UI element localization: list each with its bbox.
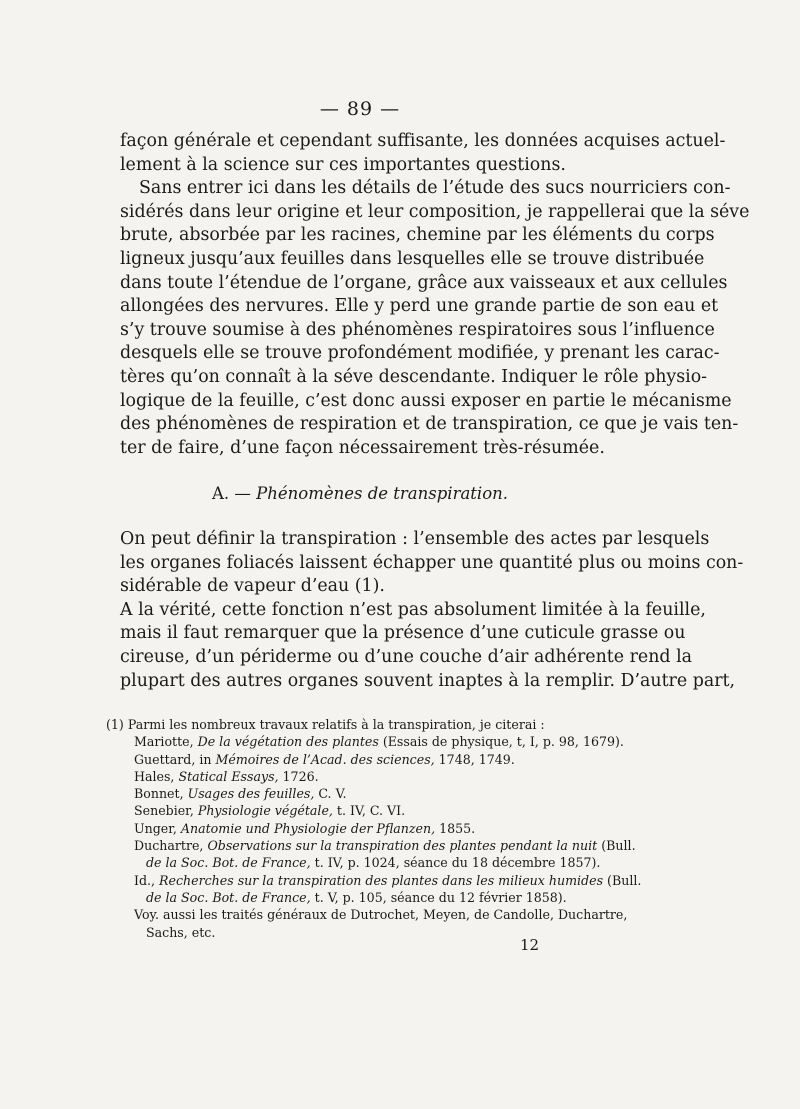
reference-details: 1748, 1749.	[438, 751, 515, 767]
text-line: ligneux jusqu’aux feuilles dans lesquelles elle se trouve distribuée	[120, 248, 705, 269]
footnote-references	[106, 733, 642, 906]
footnote-reference	[106, 733, 622, 750]
reference-author: Unger,	[134, 820, 181, 836]
footnote-reference	[106, 785, 622, 802]
footnotes	[106, 716, 642, 941]
paragraph-2	[120, 177, 731, 201]
reference-author: Mariotte,	[134, 734, 198, 750]
text-line: mais il faut remarquer que la présence d’une cuticule grasse ou	[120, 623, 686, 644]
reference-author: Bonnet,	[134, 786, 188, 802]
reference-details: t. IV, C. VI.	[336, 803, 406, 819]
text-line: des phénomènes de respiration et de transpiration, ce que je vais ten-	[120, 414, 739, 435]
reference-author: Guettard, in	[134, 751, 216, 767]
text-line: lement à la science sur ces importantes questions.	[120, 154, 566, 175]
reference-details: (Bull.	[601, 838, 636, 854]
reference-author: Duchartre,	[134, 838, 208, 854]
footnote-reference	[106, 751, 622, 768]
page-number: — 89 —	[319, 98, 401, 120]
text-line: On peut définir la transpiration : l’ensemble des actes par lesquels	[120, 529, 710, 549]
reference-title: Observations sur la transpiration des plantes pendant la nuit	[207, 838, 602, 854]
reference-title: De la végétation des plantes	[197, 734, 383, 750]
paragraph-4	[120, 599, 736, 693]
section-heading	[0, 484, 720, 503]
footnote-reference	[106, 768, 622, 785]
text-line: ter de faire, d’une façon nécessairement très-résumée.	[120, 437, 605, 458]
section-title: Phénomènes de transpiration.	[256, 484, 509, 503]
text-line: les organes foliacés laissent échapper une quantité plus ou moins con-	[120, 552, 744, 573]
reference-details: t. IV, p. 1024, séance du 18 décembre 1857).	[314, 855, 601, 871]
footnote-closing: Sachs, etc.	[146, 924, 216, 940]
footnote-intro: (1) Parmi les nombreux travaux relatifs à la transpiration, je citerai :	[106, 717, 545, 732]
signature-mark: 12	[520, 936, 540, 954]
text-line: logique de la feuille, c’est donc aussi exposer en partie le mécanisme	[120, 390, 732, 411]
footnote-reference	[106, 854, 622, 871]
text-line: sidérable de vapeur d’eau (1).	[120, 576, 385, 597]
reference-details: t. V, p. 105, séance du 12 février 1858).	[314, 889, 567, 905]
footnote-reference	[106, 802, 622, 819]
section-letter: A. —	[211, 484, 251, 503]
text-line: sidérés dans leur origine et leur composition, je rappellerai que la séve	[120, 201, 750, 222]
paragraph-2-cont	[120, 201, 750, 461]
reference-details: 1726.	[282, 768, 319, 784]
reference-title: Mémoires de l’Acad. des sciences,	[215, 751, 439, 767]
text-line: plupart des autres organes souvent inaptes à la remplir. D’autre part,	[120, 670, 736, 691]
reference-author: Hales,	[134, 768, 179, 784]
paragraph-3	[120, 528, 744, 599]
reference-author: Senebier,	[134, 803, 198, 819]
text-line: cireuse, d’un périderme ou d’une couche d’air adhérente rend la	[120, 646, 692, 667]
text-line: allongées des nervures. Elle y perd une grande partie de son eau et	[120, 296, 719, 317]
footnote-reference	[106, 889, 622, 906]
reference-details: 1855.	[439, 820, 476, 836]
footnote-reference	[106, 820, 622, 837]
main-text	[120, 130, 750, 460]
reference-title: de la Soc. Bot. de France,	[146, 855, 315, 871]
reference-title: de la Soc. Bot. de France,	[146, 889, 315, 905]
reference-details: (Bull.	[607, 872, 642, 888]
reference-title: Anatomie und Physiologie der Pflanzen,	[180, 820, 440, 836]
text-line: brute, absorbée par les racines, chemine par les éléments du corps	[120, 225, 715, 246]
footnote-reference	[106, 837, 636, 854]
reference-title: Usages des feuilles,	[187, 786, 319, 802]
text-line: tères qu’on connaît à la séve descendante. Indiquer le rôle physio-	[120, 366, 708, 387]
paragraph-1	[120, 130, 726, 177]
footnote-reference	[106, 872, 642, 889]
reference-details: C. V.	[318, 786, 347, 802]
text-line: desquels elle se trouve profondément modifiée, y prenant les carac-	[120, 343, 720, 364]
text-line: A la vérité, cette fonction n’est pas absolument limitée à la feuille,	[120, 599, 706, 620]
text-line: Sans entrer ici dans les détails de l’étude des sucs nourriciers con-	[139, 178, 731, 199]
reference-title: Physiologie végétale,	[197, 803, 337, 819]
section-text	[120, 528, 744, 693]
text-line: façon générale et cependant suffisante, les données acquises actuel-	[120, 131, 726, 151]
footnote-closing: Voy. aussi les traités généraux de Dutrochet, Meyen, de Candolle, Duchartre,	[134, 907, 628, 923]
reference-author: Id.,	[134, 872, 160, 888]
reference-title: Statical Essays,	[178, 768, 283, 784]
text-line: s’y trouve soumise à des phénomènes respiratoires sous l’influence	[120, 319, 715, 340]
text-line: dans toute l’étendue de l’organe, grâce aux vaisseaux et aux cellules	[120, 272, 728, 293]
reference-details: (Essais de physique, t, I, p. 98, 1679).	[382, 734, 624, 750]
reference-title: Recherches sur la transpiration des plantes dans les milieux humides	[159, 872, 608, 888]
